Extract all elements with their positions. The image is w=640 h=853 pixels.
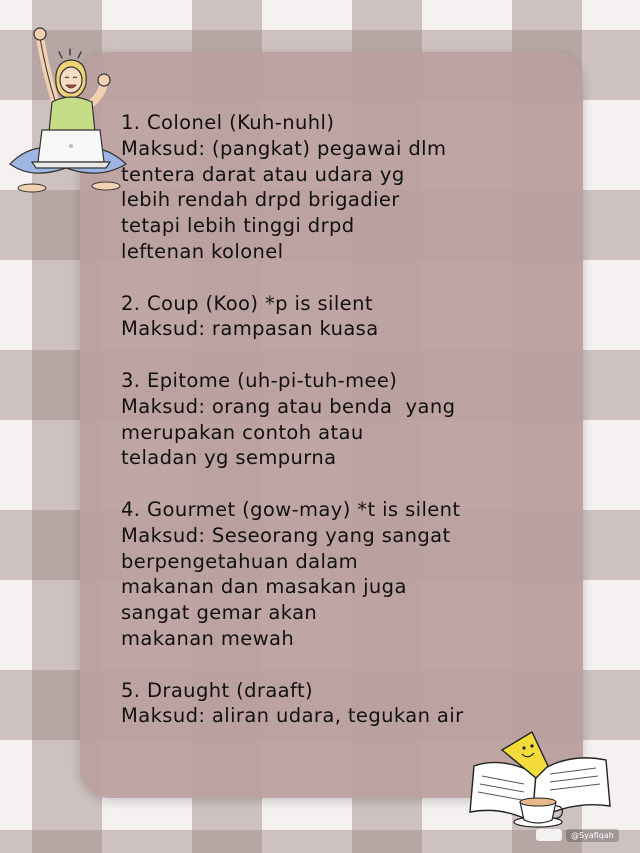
entry-line: makanan mewah bbox=[121, 626, 295, 650]
watermark bbox=[536, 826, 619, 844]
entry-colonel bbox=[121, 110, 561, 265]
entry-heading: 5. Draught (draaft) bbox=[121, 678, 314, 702]
text-content bbox=[121, 110, 561, 755]
entry-draught bbox=[121, 678, 561, 730]
entry-coup bbox=[121, 291, 561, 343]
entry-line: Maksud: orang atau benda yang bbox=[121, 394, 456, 418]
entry-line: Maksud: (pangkat) pegawai dlm bbox=[121, 136, 447, 160]
entry-heading: 3. Epitome (uh-pi-tuh-mee) bbox=[121, 368, 398, 392]
entry-line: Maksud: aliran udara, tegukan air bbox=[121, 704, 464, 728]
entry-line: tetapi lebih tinggi drpd bbox=[121, 214, 355, 238]
watermark-handle: @Syafiqah bbox=[566, 829, 619, 842]
entry-line: tentera darat atau udara yg bbox=[121, 162, 405, 186]
entry-epitome bbox=[121, 368, 561, 471]
entry-line: berpengetahuan dalam bbox=[121, 549, 359, 573]
entry-line: sangat gemar akan bbox=[121, 601, 318, 625]
entry-line: makanan dan masakan juga bbox=[121, 575, 407, 599]
entry-line: lebih rendah drpd brigadier bbox=[121, 188, 400, 212]
entry-heading: 2. Coup (Koo) *p is silent bbox=[121, 291, 373, 315]
open-book-and-tea-icon bbox=[466, 726, 616, 830]
entry-line: leftenan kolonel bbox=[121, 239, 284, 263]
entry-line: teladan yg sempurna bbox=[121, 446, 337, 470]
entry-line: Maksud: rampasan kuasa bbox=[121, 317, 379, 341]
entry-line: Maksud: Seseorang yang sangat bbox=[121, 523, 451, 547]
entry-gourmet bbox=[121, 497, 561, 652]
entry-line: merupakan contoh atau bbox=[121, 420, 364, 444]
app-logo-icon bbox=[536, 829, 562, 841]
girl-with-laptop-icon bbox=[2, 14, 130, 194]
entry-heading: 1. Colonel (Kuh-nuhl) bbox=[121, 111, 335, 134]
entry-heading: 4. Gourmet (gow-may) *t is silent bbox=[121, 497, 461, 521]
